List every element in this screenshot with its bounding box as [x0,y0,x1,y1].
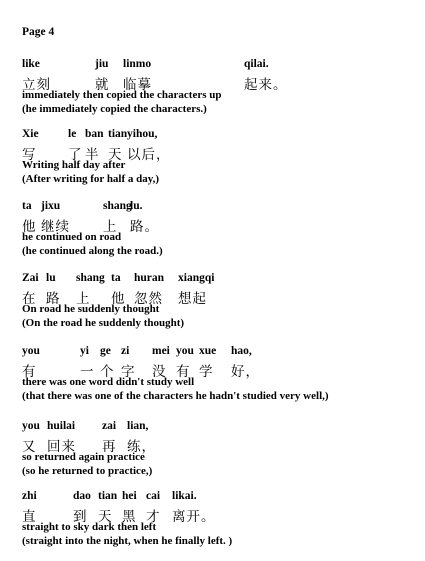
pinyin-word: you [176,345,194,357]
hanzi-word: 直 [22,509,37,525]
hanzi-word: 有 [176,364,191,380]
hanzi-word: 写 [22,147,37,163]
english-gloss: Writing half day after [22,159,126,171]
hanzi-word: 上 [76,291,91,307]
english-gloss-line [22,159,418,173]
pinyin-word: ge [100,345,111,357]
hanzi-word: 离开。 [172,509,216,525]
hanzi-word: 了 [68,147,83,163]
pinyin-word: like [22,58,40,70]
english-translation-line [22,103,418,117]
pinyin-word: le [68,128,77,140]
english-translation: (so he returned to practice,) [22,465,153,477]
hanzi-word: 临摹 [123,77,152,93]
hanzi-line [22,360,418,380]
pinyin-word: linmo [123,58,152,70]
hanzi-word: 就 [95,77,110,93]
pinyin-word: mei [152,345,170,357]
pinyin-word: likai. [172,490,197,502]
stanza [22,420,418,479]
hanzi-word: 又 [22,439,37,455]
english-gloss: so returned again practice [22,451,145,463]
hanzi-word: 再 [102,439,117,455]
pinyin-word: cai [146,490,161,502]
pinyin-word: zai [102,420,117,432]
hanzi-word: 个 [100,364,115,380]
hanzi-word: 学 [199,364,214,380]
pinyin-word: xue [199,345,217,357]
english-gloss-line [22,521,418,535]
stanza [22,58,418,117]
pinyin-word: jixu [41,200,61,212]
hanzi-word: 在 [22,291,37,307]
pinyin-word: lian, [127,420,149,432]
hanzi-word: 字 [121,364,136,380]
pinyin-word: tian [108,128,128,140]
english-translation-line [22,465,418,479]
pinyin-word: hao, [231,345,252,357]
hanzi-word: 没 [152,364,167,380]
hanzi-word: 半 [85,147,100,163]
english-gloss: immediately then copied the characters up [22,89,222,101]
pinyin-line [22,490,418,505]
pinyin-word: huilai [47,420,76,432]
hanzi-word: 路。 [130,219,159,235]
english-translation: (On the road he suddenly thought) [22,317,185,329]
english-translation: (he immediately copied the characters.) [22,103,207,115]
pinyin-word: zi [121,345,130,357]
hanzi-word: 想起 [178,291,207,307]
stanza [22,345,418,404]
pinyin-word: Xie [22,128,39,140]
pinyin-word: shang [103,200,132,212]
hanzi-word: 上 [103,219,118,235]
pinyin-word: dao [73,490,91,502]
hanzi-word: 天 [108,147,123,163]
hanzi-word: 继续 [41,219,70,235]
pinyin-line [22,128,418,143]
hanzi-line [22,435,418,455]
hanzi-word: 起来。 [244,77,288,93]
hanzi-word: 回来 [47,439,76,455]
english-translation-line [22,317,418,331]
english-gloss: he continued on road [22,231,122,243]
stanza [22,272,418,331]
hanzi-word: 立刻 [22,77,51,93]
english-translation-line [22,390,418,404]
hanzi-word: 到 [73,509,88,525]
hanzi-word: 他 [111,291,126,307]
pinyin-word: qilai. [244,58,269,70]
stanza [22,128,418,187]
pinyin-word: huran [134,272,165,284]
pinyin-word: lu. [130,200,143,212]
pinyin-word: yihou, [127,128,158,140]
hanzi-word: 黑 [122,509,137,525]
english-translation: (After writing for half a day,) [22,173,160,185]
english-gloss: On road he suddenly thought [22,303,160,315]
english-translation: (he continued along the road.) [22,245,163,257]
english-gloss-line [22,89,418,103]
pinyin-word: Zai [22,272,39,284]
hanzi-word: 有 [22,364,37,380]
pinyin-line [22,200,418,215]
english-translation-line [22,535,418,549]
stanza [22,490,418,549]
pinyin-word: jiu [95,58,109,70]
pinyin-line [22,345,418,360]
english-gloss: straight to sky dark then left [22,521,157,533]
hanzi-word: 忽然 [134,291,163,307]
pinyin-word: hei [122,490,137,502]
pinyin-line [22,58,418,73]
hanzi-word: 以后， [127,147,171,163]
pinyin-word: ta [111,272,121,284]
english-translation: (that there was one of the characters he hadn't studied very well,) [22,390,329,402]
pinyin-word: shang [76,272,105,284]
pinyin-word: xiangqi [178,272,215,284]
english-translation: (straight into the night, when he finally left. ) [22,535,233,547]
hanzi-line [22,215,418,235]
pinyin-word: you [22,345,40,357]
english-gloss: there was one word didn't study well [22,376,195,388]
pinyin-word: lu [46,272,56,284]
pinyin-line [22,420,418,435]
pinyin-word: ta [22,200,32,212]
hanzi-line [22,505,418,525]
hanzi-word: 天 [98,509,113,525]
english-gloss-line [22,376,418,390]
pinyin-word: zhi [22,490,37,502]
pinyin-word: you [22,420,40,432]
english-translation-line [22,245,418,259]
english-translation-line [22,173,418,187]
pinyin-line [22,272,418,287]
english-gloss-line [22,231,418,245]
page-number: Page 4 [22,26,55,38]
hanzi-line [22,143,418,163]
pinyin-word: ban [85,128,104,140]
pinyin-word: tian [98,490,118,502]
hanzi-word: 才 [146,509,161,525]
hanzi-word: 他 [22,219,37,235]
pinyin-word: yi [80,345,89,357]
english-gloss-line [22,451,418,465]
english-gloss-line [22,303,418,317]
hanzi-word: 练， [127,439,156,455]
hanzi-line [22,73,418,93]
hanzi-word: 路 [46,291,61,307]
hanzi-line [22,287,418,307]
hanzi-word: 一 [80,364,95,380]
stanza [22,200,418,259]
hanzi-word: 好， [231,364,260,380]
